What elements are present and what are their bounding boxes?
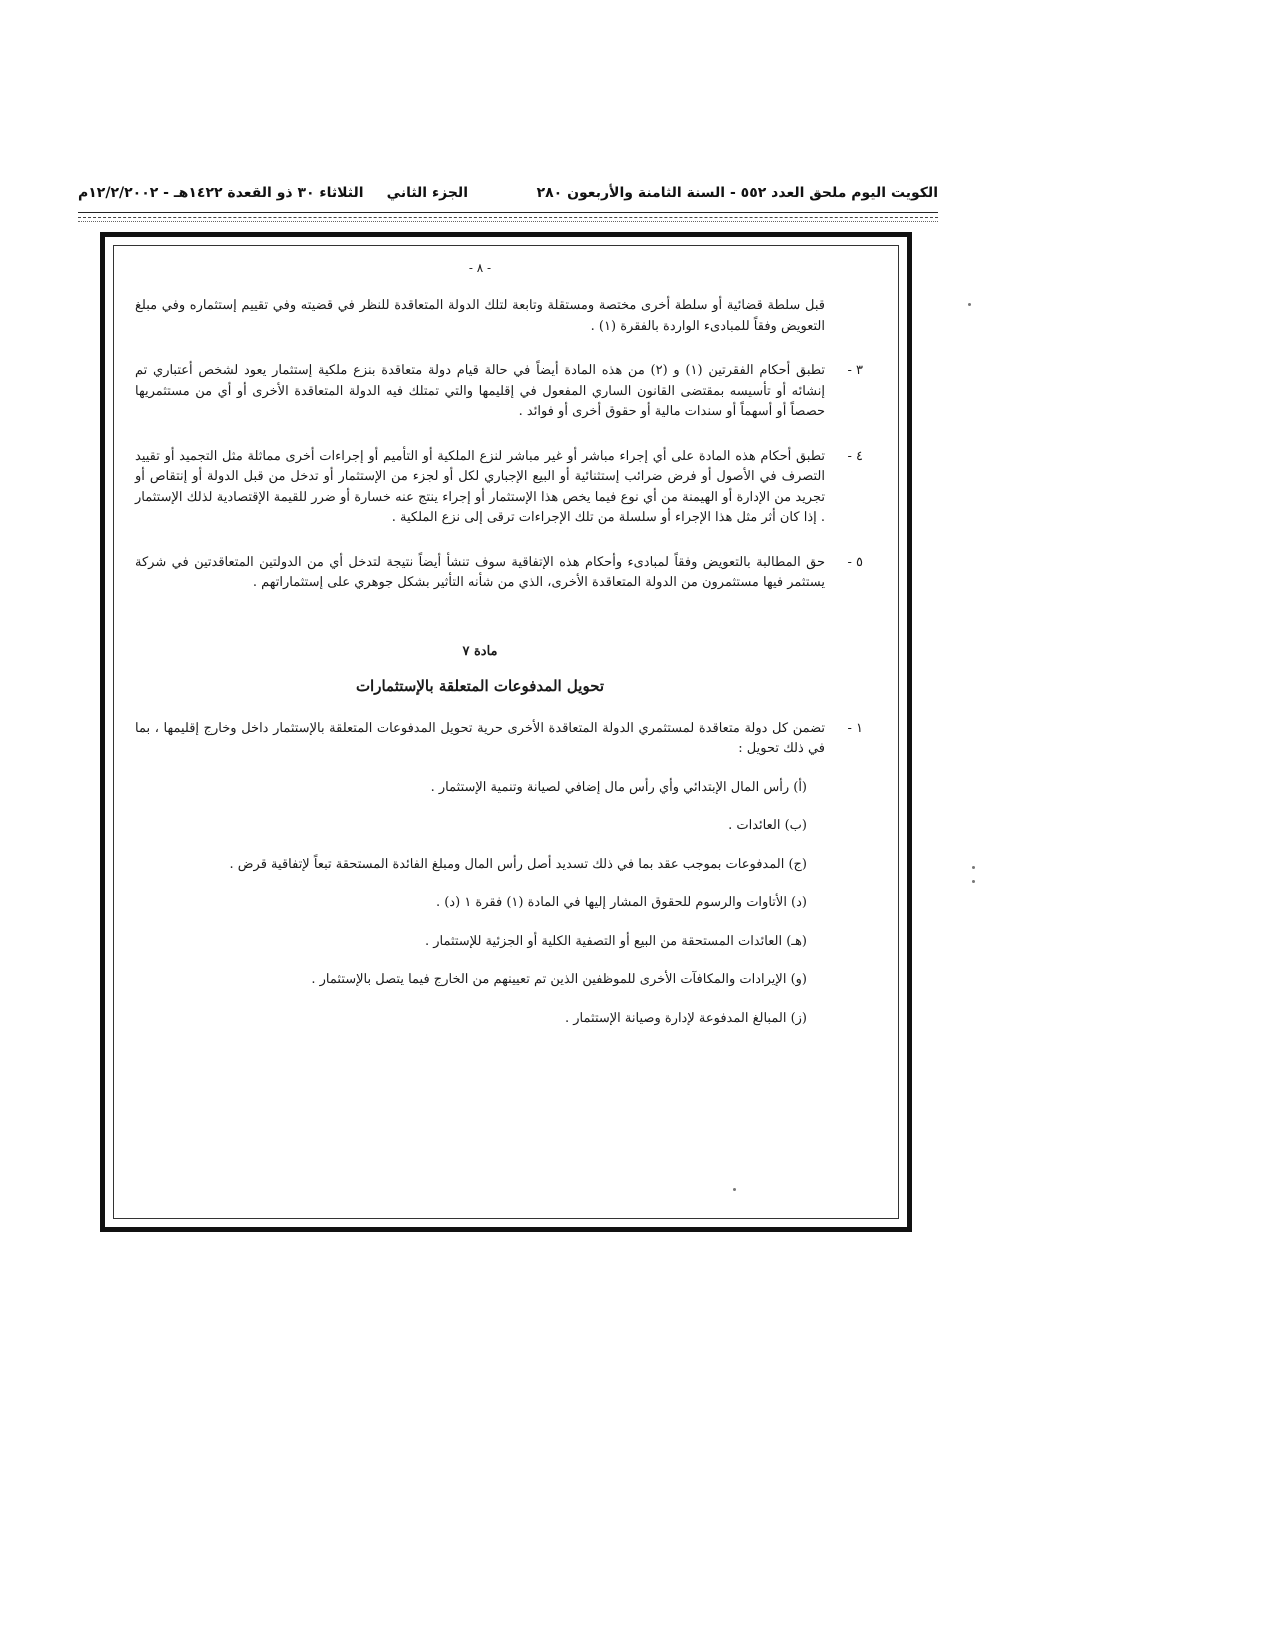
paragraph-2-continuation: قبل سلطة قضائية أو سلطة أخرى مختصة ومستقلة وتابعة لتلك الدولة المتعاقدة للنظر في قضيته وفي تقييم إستثماره وفي مبلغ التعويض وفقاً للمبادىء الواردة بالفقرة (١) .: [135, 298, 825, 334]
paragraph-text: تطبق أحكام الفقرتين (١) و (٢) من هذه المادة أيضاً في حالة قيام دولة متعاقدة بنزع ملكية إستثمار يعود لشخص أعتباري تم إنشائه أو تأسيسه بمقتضى القانون الساري المفعول في إقليمها والتي تمتلك فيه الدولة المتعاقدة الأخرى أو أي من مستثمريها حصصاً أو أسهماً أو سندات مالية أو حقوق أخرى أو فوائد .: [135, 363, 826, 419]
header-rule: [78, 212, 938, 213]
paragraph-number: ١ -: [847, 720, 863, 736]
list-item: (ج) المدفوعات بموجب عقد بما في ذلك تسديد أصل رأس المال ومبلغ الفائدة المستحقة تبعاً لإتفاقية قرض .: [229, 856, 807, 872]
paragraph-5: [135, 553, 863, 594]
paragraph-number: ٤ -: [847, 448, 863, 464]
paragraph-number: ٣ -: [847, 363, 863, 378]
scan-speck: [972, 880, 975, 883]
document-body: [135, 258, 863, 1047]
scan-speck: [733, 1188, 736, 1191]
header-rule-dotted: [78, 221, 938, 222]
paragraph-3: [135, 361, 863, 423]
list-item: (أ) رأس المال الإبتدائي وأي رأس مال إضافي لصيانة وتنمية الإستثمار .: [430, 779, 807, 795]
list-item: (ز) المبالغ المدفوعة لإدارة وصيانة الإستثمار .: [565, 1010, 807, 1026]
paragraph-text: تطبق أحكام هذه المادة على أي إجراء مباشر أو غير مباشر لنزع الملكية أو التأميم أو إجراءات أخرى مماثلة مثل التجميد أو تقييد التصرف في الأصول أو فرض ضرائب إستثنائية أو البيع الإجباري لكل أو لجزء من الإستثمار أو تدخل من قبل الدولة أو إنتقاص أو تجريد من الإدارة أو الهيمنة من أي نوع فيما يخص هذا الإستثمار أو إجراء ينتج عنه خسارة أو ضرر للقيمة الإقتصادية لذلك الإستثمار . إذا كان أثر مثل هذا الإجراء أو سلسلة من تلك الإجراءات ترقى إلى نزع الملكية .: [135, 448, 825, 525]
paragraph-text: تضمن كل دولة متعاقدة لمستثمري الدولة المتعاقدة الأخرى حرية تحويل المدفوعات المتعلقة بالإستثمار داخل وخارج إقليمها ، بما في ذلك تحويل :: [135, 720, 825, 756]
article-number: مادة ٧: [462, 643, 498, 659]
page-number: - ٨ -: [468, 261, 492, 275]
header-rule-dashed: [78, 217, 938, 218]
article-paragraph-1: [135, 719, 863, 760]
list-item: (هـ) العائدات المستحقة من البيع أو التصفية الكلية أو الجزئية للإستثمار .: [424, 933, 807, 949]
gazette-header: [78, 183, 938, 209]
scan-speck: [972, 866, 975, 869]
paragraph-4: [135, 447, 863, 529]
list-item: (ب) العائدات .: [728, 818, 807, 833]
gazette-title: الكويت اليوم ملحق العدد ٥٥٢ - السنة الثامنة والأربعون ٢٨٠: [536, 185, 938, 201]
issue-date: الثلاثاء ٣٠ ذو القعدة ١٤٢٢هـ - ١٢/٢/٢٠٠٢م: [78, 185, 364, 201]
scan-speck: [968, 303, 971, 306]
article-title: تحويل المدفوعات المتعلقة بالإستثمارات: [355, 677, 605, 695]
part-label: الجزء الثاني: [386, 185, 468, 201]
paragraph-number: ٥ -: [847, 554, 863, 570]
list-item: (د) الأتاوات والرسوم للحقوق المشار إليها في المادة (١) فقرة ١ (د) .: [435, 895, 807, 910]
paragraph-text: حق المطالبة بالتعويض وفقاً لمبادىء وأحكام هذه الإتفاقية سوف تنشأ أيضاً نتيجة لتدخل أي من الدولتين المتعاقدتين في شركة يستثمر فيها مستثمرون من الدولة المتعاقدة الأخرى، الذي من شأنه التأثير بشكل جوهري على إستثماراتهم .: [135, 554, 825, 590]
list-item: (و) الإيرادات والمكافآت الأخرى للموظفين الذين تم تعيينهم من الخارج فيما يتصل بالإستثمار .: [311, 972, 807, 987]
